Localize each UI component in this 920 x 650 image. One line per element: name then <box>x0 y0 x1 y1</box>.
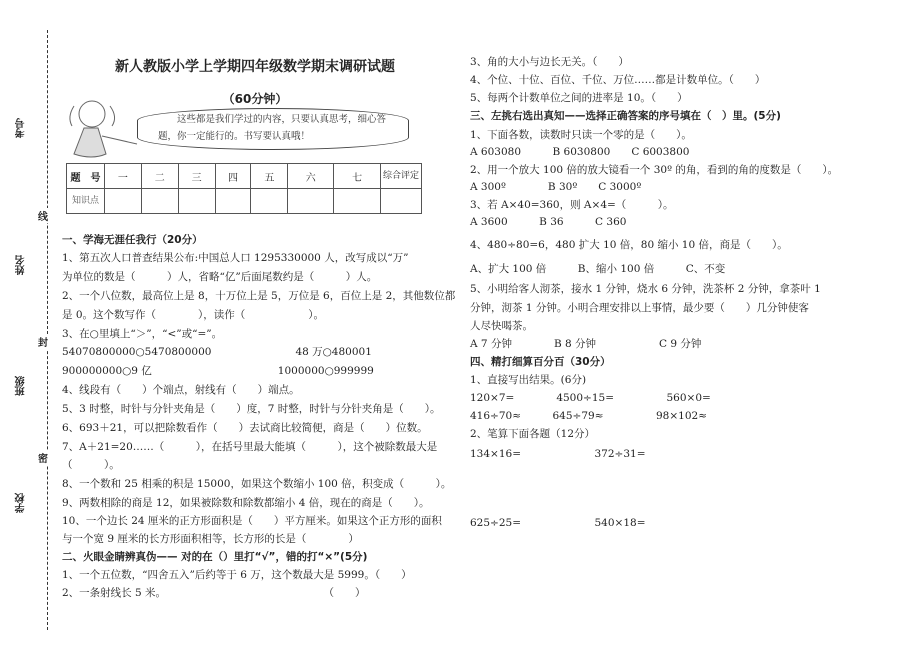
table-header: 题 号 <box>67 164 105 189</box>
question-line: 7、A＋21=20……（ ），在括号里最大能填（ ），这个被除数最大是 <box>62 441 438 453</box>
question-line: A 3600 B 36 C 360 <box>470 216 627 228</box>
question-line: 4、480÷80=6，480 扩大 10 倍，80 缩小 10 倍，商是（ ）。 <box>470 239 788 251</box>
table-row <box>67 189 422 214</box>
binding-dashed-line <box>47 30 48 630</box>
score-cell[interactable] <box>251 189 288 214</box>
score-cell[interactable] <box>288 189 334 214</box>
score-cell[interactable] <box>141 189 178 214</box>
question-line: 1、一个五位数，“四舍五入”后约等于 6 万，这个数最大是 5999。（ ） <box>62 569 412 581</box>
score-cell[interactable] <box>178 189 215 214</box>
table-header: 一 <box>104 164 141 189</box>
score-cell[interactable] <box>104 189 141 214</box>
cartoon-girl-icon <box>62 92 142 162</box>
question-line: 与一个宽 9 厘米的长方形面积相等，长方形的长是（ ） <box>62 533 359 545</box>
seal-char: 封 <box>38 334 48 349</box>
question-line: A 7 分钟 B 8 分钟 C 9 分钟 <box>470 338 702 350</box>
question-line: 5、小明给客人沏茶，接水 1 分钟，烧水 6 分钟，洗茶杯 2 分钟，拿茶叶 1 <box>470 283 821 295</box>
question-line: 900000000○9 亿 1000000○999999 <box>62 365 374 377</box>
question-line: 4、线段有（ ）个端点，射线有（ ）端点。 <box>62 384 300 396</box>
section-heading: 四、精打细算百分百（30分） <box>470 356 611 368</box>
question-line: 10、一个边长 24 厘米的正方形面积是（ ）平方厘米。如果这个正方形的面积 <box>62 515 442 527</box>
bubble-text: 这些都是我们学过的内容，只要认真思考，细心答题，你一定能行的。书写要认真哦！ <box>158 114 387 142</box>
section-heading: 二、火眼金睛辨真伪—— 对的在（）里打“√”，错的打“×”(5分) <box>62 551 368 563</box>
table-header: 四 <box>215 164 251 189</box>
question-line: 人尽快喝茶。 <box>470 320 533 332</box>
class-label: 班级 <box>16 376 27 396</box>
question-line: A、扩大 100 倍 B、缩小 100 倍 C、不变 <box>470 263 726 275</box>
table-header: 六 <box>288 164 334 189</box>
question-line: 是 0。这个数写作（ ），读作（ ）。 <box>62 309 325 321</box>
question-line: 1、下面各数，读数时只读一个零的是（ ）。 <box>470 129 692 141</box>
question-line: 2、用一个放大 100 倍的放大镜看一个 30º 的角，看到的角的度数是（ ）。 <box>470 164 839 176</box>
name-label: 姓名 <box>16 255 27 275</box>
table-header-row <box>67 164 422 189</box>
question-line: 2、一个八位数，最高位上是 8，十万位上是 5，万位是 6，百位上是 2，其他数位都 <box>62 290 456 302</box>
section-heading: 三、左挑右选出真知——选择正确答案的序号填在（ ）里。(5分) <box>470 110 781 122</box>
question-line: 3、角的大小与边长无关。（ ） <box>470 56 629 68</box>
school-label: 学校 <box>16 493 27 513</box>
table-header: 综合评定 <box>381 164 422 189</box>
question-line: 分钟，沏茶 1 分钟。小明合理安排以上事情，最少要（ ）几分钟使客 <box>470 302 809 314</box>
page-title: 新人教版小学上学期四年级数学期末调研试题 <box>115 59 395 75</box>
question-line: 8、一个数和 25 相乘的积是 15000，如果这个数缩小 100 倍，积变成（ ）。 <box>62 478 452 490</box>
question-line: A 300º B 30º C 3000º <box>470 181 642 193</box>
question-line: （ ）。 <box>62 459 120 471</box>
table-header: 七 <box>334 164 381 189</box>
table-header: 五 <box>251 164 288 189</box>
score-cell[interactable] <box>334 189 381 214</box>
speech-bubble <box>137 108 409 150</box>
question-line: 2、一条射线长 5 米。 （ ） <box>62 587 366 599</box>
score-table <box>66 163 422 214</box>
score-cell[interactable] <box>215 189 251 214</box>
row-label: 知识点 <box>67 189 105 214</box>
question-line: 4、个位、十位、百位、千位、万位……都是计数单位。（ ） <box>470 74 766 86</box>
table-header: 二 <box>141 164 178 189</box>
question-line: 134×16= 372÷31= <box>470 448 646 460</box>
question-line: A 603080 B 6030800 C 6003800 <box>470 146 690 158</box>
question-line: 1、第五次人口普查结果公布:中国总人口 1295330000 人，改写成以“万” <box>62 252 409 264</box>
question-line: 3、在○里填上“＞”，“<”或“=”。 <box>62 328 223 340</box>
question-line: 5、每两个计数单位之间的进率是 10。（ ） <box>470 92 688 104</box>
section-heading: 一、学海无涯任我行（20分） <box>62 234 203 246</box>
score-cell[interactable] <box>381 189 422 214</box>
table-header: 三 <box>178 164 215 189</box>
question-line: 9、两数相除的商是 12，如果被除数和除数都缩小 4 倍，现在的商是（ ）。 <box>62 497 430 509</box>
question-line: 120×7= 4500÷15= 560×0= <box>470 392 711 404</box>
question-line: 5、3 时整，时针与分针夹角是（ ）度，7 时整，时针与分针夹角是（ ）。 <box>62 403 441 415</box>
exam-number-label: 考号 <box>16 118 27 138</box>
seal-char: 密 <box>38 450 48 465</box>
question-line: 416÷70≈ 645÷79≈ 98×102≈ <box>470 410 707 422</box>
question-line: 54070800000○5470800000 48 万○480001 <box>62 346 372 358</box>
seal-char: 线 <box>38 208 48 223</box>
question-line: 6、693＋21，可以把除数看作（ ）去试商比较简便，商是（ ）位数。 <box>62 422 428 434</box>
question-line: 3、若 A×40=360，则 A×4=（ ）。 <box>470 199 674 211</box>
question-line: 2、笔算下面各题（12分） <box>470 428 596 440</box>
duration: （60分钟） <box>222 92 288 106</box>
question-line: 625÷25= 540×18= <box>470 517 646 529</box>
question-line: 1、直接写出结果。(6分) <box>470 374 587 386</box>
question-line: 为单位的数是（ ）人，省略“亿”后面尾数约是（ ）人。 <box>62 271 378 283</box>
